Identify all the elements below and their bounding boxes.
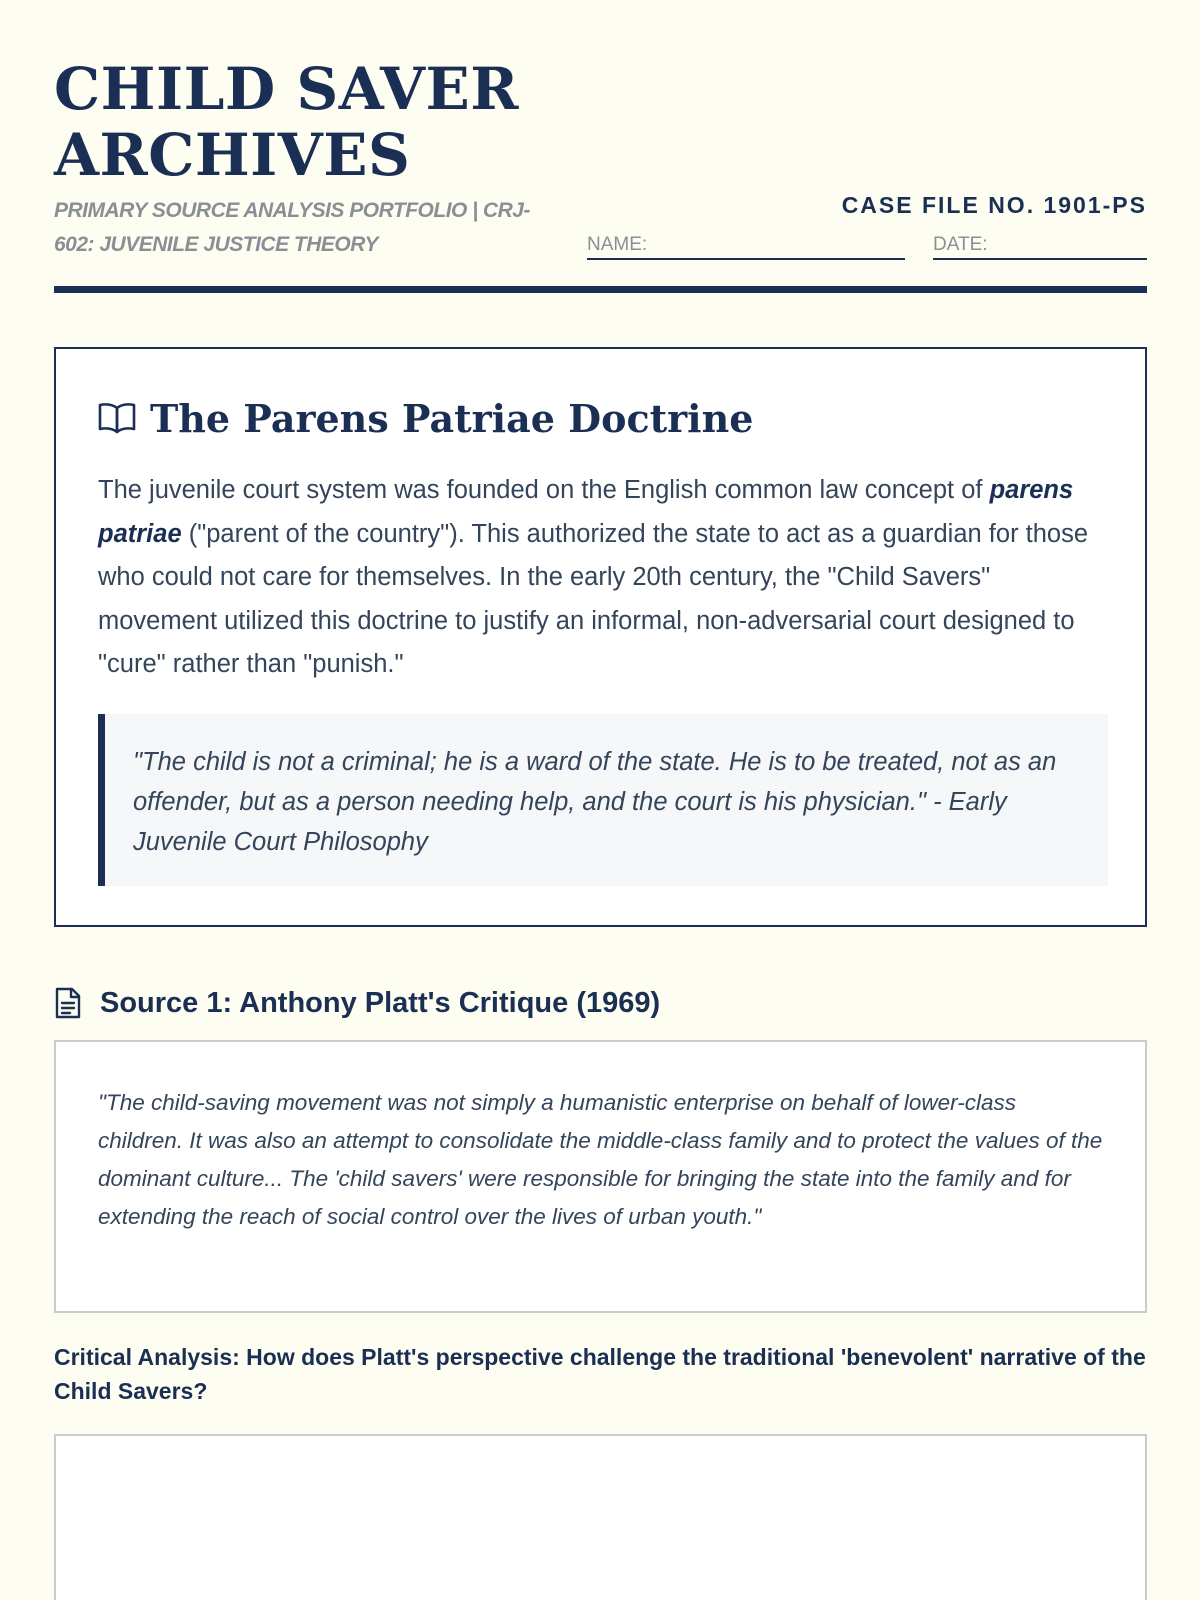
name-label: NAME: xyxy=(587,234,648,255)
critical-analysis-answer-area[interactable] xyxy=(54,1434,1147,1600)
doctrine-panel xyxy=(54,347,1147,927)
critical-analysis-prompt: Critical Analysis: How does Platt's perspective challenge the traditional 'benevolent' narrative of the Child Savers? xyxy=(54,1344,1146,1404)
name-field[interactable] xyxy=(587,228,905,260)
header-divider xyxy=(54,286,1147,293)
parens-patriae-term: parens patriae xyxy=(98,476,1074,548)
doctrine-body-intro: The juvenile court system was founded on the English common law concept of xyxy=(98,476,990,504)
doctrine-body-rest: ("parent of the country"). This authorized the state to act as a guardian for those who could not care for themselves. In the early 20th century, the "Child Savers" movement utilized this doctrine to justify an informal, non-adversarial court designed to "cure" rather than "punish." xyxy=(98,519,1089,678)
course-subtitle: PRIMARY SOURCE ANALYSIS PORTFOLIO | CRJ-602: JUVENILE JUSTICE THEORY xyxy=(54,199,530,256)
page-header xyxy=(54,56,1147,296)
page-title: CHILD SAVER ARCHIVES xyxy=(54,55,519,189)
worksheet-page xyxy=(54,0,1147,1600)
court-philosophy-quote: "The child is not a criminal; he is a ward of the state. He is to be treated, not as an offender, but as a person needing help, and the court is his physician." - Early Juvenile Court Philosophy xyxy=(98,714,1108,886)
document-icon xyxy=(54,987,82,1019)
date-label: DATE: xyxy=(933,234,988,255)
doctrine-body xyxy=(98,469,1108,687)
doctrine-header xyxy=(98,393,753,443)
book-open-icon xyxy=(98,401,136,435)
source-1-title: Source 1: Anthony Platt's Critique (1969) xyxy=(100,986,661,1019)
source-1-header xyxy=(54,983,660,1023)
doctrine-title: The Parens Patriae Doctrine xyxy=(150,395,754,441)
case-file-number: CASE FILE NO. 1901-PS xyxy=(841,192,1147,218)
date-field[interactable] xyxy=(933,228,1147,260)
platt-excerpt: "The child-saving movement was not simply a humanistic enterprise on behalf of lower-class children. It was also an attempt to consolidate the middle-class family and to protect the values of the dominant culture... The 'child savers' were responsible for bringing the state into the family and for extending the reach of social control over the lives of urban youth." xyxy=(54,1040,1147,1313)
